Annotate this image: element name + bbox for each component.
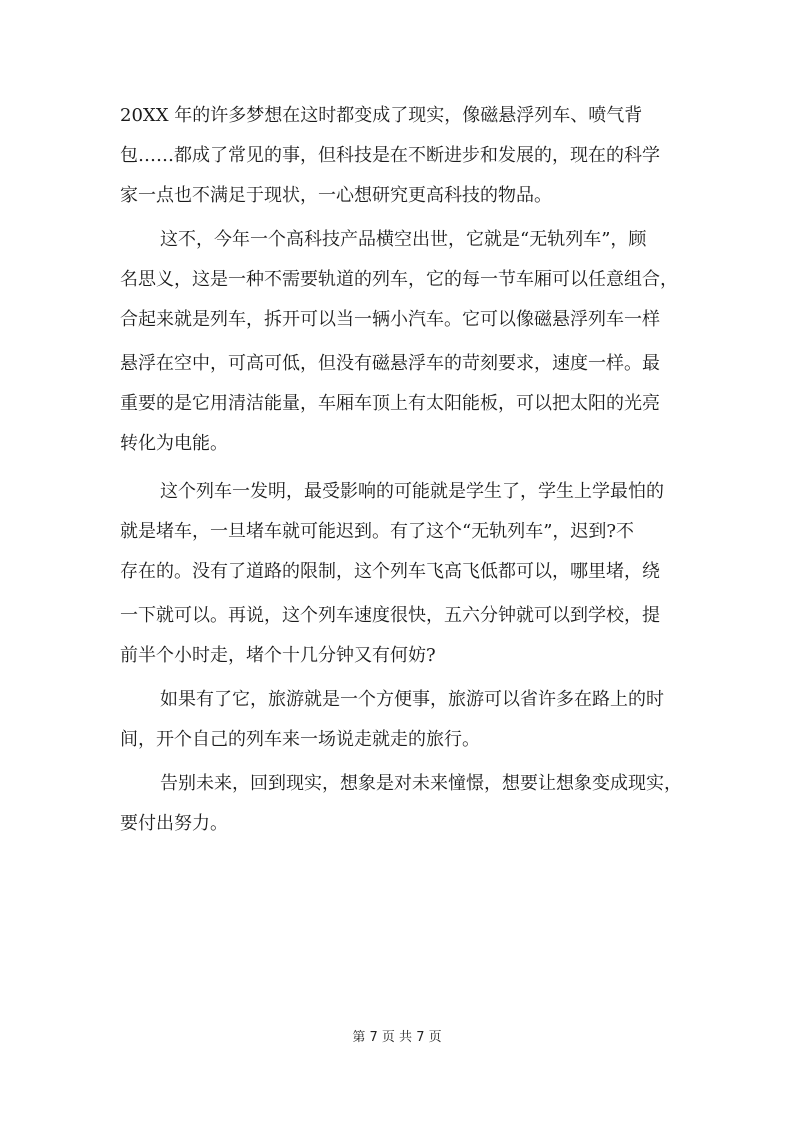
text-line: 一下就可以。再说，这个列车速度很快，五六分钟就可以到学校，提 bbox=[120, 605, 660, 626]
text-line: 要付出努力。 bbox=[120, 813, 228, 834]
text-line: 名思义，这是一种不需要轨道的列车，它的每一节车厢可以任意组合， bbox=[120, 269, 678, 290]
text-line: 前半个小时走，堵个十几分钟又有何妨? bbox=[120, 645, 436, 666]
text-line: 重要的是它用清洁能量，车厢车顶上有太阳能板，可以把太阳的光亮 bbox=[120, 393, 660, 414]
text-line: 告别未来，回到现实，想象是对未来憧憬，想要让想象变成现实， bbox=[160, 773, 682, 794]
page-number-footer: 第 7 页 共 7 页 bbox=[352, 1030, 442, 1045]
text-line: 20XX 年的许多梦想在这时都变成了现实，像磁悬浮列车、喷气背 bbox=[120, 105, 643, 126]
text-line: 包……都成了常见的事，但科技是在不断进步和发展的，现在的科学 bbox=[120, 145, 660, 166]
text-line: 就是堵车，一旦堵车就可能迟到。有了这个“无轨列车”，迟到?不 bbox=[120, 521, 635, 542]
text-line: 间，开个自己的列车来一场说走就走的旅行。 bbox=[120, 729, 480, 750]
text-line: 这不，今年一个高科技产品横空出世，它就是“无轨列车”，顾 bbox=[160, 229, 647, 250]
text-line: 合起来就是列车，拆开可以当一辆小汽车。它可以像磁悬浮列车一样 bbox=[120, 309, 660, 330]
text-line: 这个列车一发明，最受影响的可能就是学生了，学生上学最怕的 bbox=[160, 481, 664, 502]
text-line: 悬浮在空中，可高可低，但没有磁悬浮车的苛刻要求，速度一样。最 bbox=[120, 353, 660, 374]
text-line: 存在的。没有了道路的限制，这个列车飞高飞低都可以，哪里堵，绕 bbox=[120, 561, 660, 582]
text-line: 家一点也不满足于现状，一心想研究更高科技的物品。 bbox=[120, 185, 552, 206]
text-line: 转化为电能。 bbox=[120, 433, 228, 454]
text-line: 如果有了它，旅游就是一个方便事，旅游可以省许多在路上的时 bbox=[160, 689, 664, 710]
